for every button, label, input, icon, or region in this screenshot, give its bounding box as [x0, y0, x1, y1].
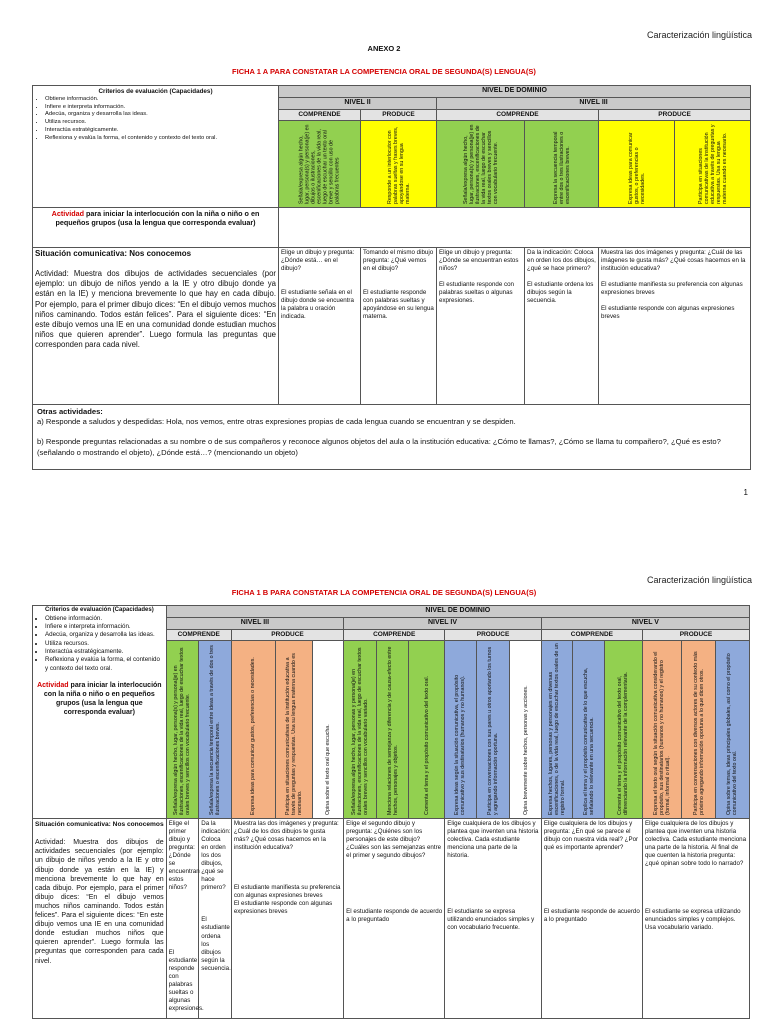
activity-instruction: [33, 207, 279, 247]
cell-answer: El estudiante se expresa utilizando enunciados simples y con vocabulario frecuente.: [447, 908, 535, 932]
indicator-cell: [675, 120, 751, 207]
situation-text: Actividad: Muestra dos dibujos de actividades secuenciales (por ejemplo: un dibujo de niños yendo a la IE y otro dibujo donde ya están en la IE) y menciona brevemente lo que hay en cada dibujo. Por ejemplo, para el primer dibujo dices: “En el dibujo vemos muchos niños caminando. Todos están felices”. Para el siguiente dices: “En este dibujo vemos una IE en una comunidad donde estudian muchos niños que quieren aprender”. Luego formula las preguntas que corresponden para cada nivel.: [35, 269, 276, 350]
activity-instruction: [36, 681, 163, 717]
indicator-cell: [599, 120, 675, 207]
activity-label: Actividad: [51, 208, 84, 218]
indicator-text: Señala/expresa algún hecho, lugar, personas y persona(je) en ilustraciones, escenificaciones de la vida real, luego de escuchar textos orales breves y sencillos con vocabulario variado.: [350, 647, 369, 816]
nivel-dominio-header: NIVEL DE DOMINIO: [279, 86, 751, 98]
indicator-cell: [445, 640, 476, 818]
criteria-title: Criterios de evaluación (Capacidades): [98, 88, 213, 95]
indicator-cell: [715, 640, 749, 818]
indicator-text: Opina brevemente sobre hechos, personas y acciones.: [522, 685, 529, 816]
cell-answer: El estudiante ordena los dibujos según la secuencia.: [201, 916, 231, 972]
cell-question: Elige un dibujo y pregunta: ¿Dónde está… en el dibujo?: [281, 248, 355, 272]
spacer-cell: [279, 207, 751, 247]
criteria-item: • Obtiene información.: [45, 96, 275, 104]
criteria-title: Criterios de evaluación (Capacidades): [44, 607, 154, 613]
criteria-list: [36, 615, 163, 674]
nivel-iv-header: NIVEL IV: [344, 617, 542, 629]
criteria-item: • Adecúa, organiza y desarrolla las ideas.: [45, 631, 163, 639]
indicator-cell: [312, 640, 343, 818]
ficha-1a-title: FICHA 1 A PARA CONSTATAR LA COMPETENCIA ORAL DE SEGUNDA(S) LENGUA(S): [232, 67, 536, 76]
level-cell: [445, 818, 542, 1018]
page-number: 1: [743, 488, 748, 497]
criteria-item: • Interactúa estratégicamente.: [45, 648, 163, 656]
indicator-text: Participa en conversaciones con sus pares u otros aportando los turnos y agregando información oportuna.: [486, 647, 500, 816]
criteria-item: • Obtiene información.: [45, 615, 163, 623]
cell-answer: El estudiante responde de acuerdo a lo preguntado: [346, 908, 443, 924]
criteria-item: • Utiliza recursos.: [45, 640, 163, 648]
header-right: Caracterización lingüística: [646, 575, 752, 585]
level-cell: [199, 818, 232, 1018]
indicator-text: Participa en situaciones comunicativas de la institución educativa a través de preguntas y respuestas. Usa su lengua materna cuando es necesario.: [284, 653, 303, 816]
activity-label: Actividad: [37, 682, 69, 690]
cell-answer: El estudiante responde con palabras sueltas o algunas expresiones.: [439, 280, 514, 304]
indicator-cell: [409, 640, 445, 818]
level-cell: [437, 247, 525, 404]
situation-cell: [33, 247, 279, 404]
indicator-cell: [231, 640, 275, 818]
comprende-header: COMPRENDE: [437, 109, 599, 120]
header-right: Caracterización lingüística: [646, 30, 752, 40]
cell-question: Elige el segundo dibujo y pregunta: ¿Quiénes son los personajes de este dibujo? ¿Cuáles son las semejanzas entre el primer y segundo dibujos?: [346, 819, 442, 859]
level-cell: [279, 247, 361, 404]
nivel-iii-header: NIVEL III: [166, 617, 343, 629]
criteria-item: • Utiliza recursos.: [45, 119, 275, 127]
cell-answer: El estudiante manifiesta su preferencia con algunas expresiones breves: [233, 884, 341, 900]
produce-header: PRODUCE: [642, 629, 749, 640]
cell-answer: El estudiante manifiesta su preferencia con algunas expresiones breves: [601, 280, 743, 296]
level-cell: [231, 818, 343, 1018]
comprende-header: COMPRENDE: [541, 629, 642, 640]
nivel-iii-header: NIVEL III: [437, 97, 751, 109]
criteria-item: • Reflexiona y evalúa la forma, el contenido y contexto del texto oral.: [45, 135, 275, 143]
level-cell: [166, 818, 204, 1018]
indicator-text: Señala/expresa algún hecho, lugar, persona(s) y persona(je) en ilustraciones, escenificaciones de la vida real, luego de escuchar textos orales breves y sencillos con vocabulario frecuente.: [462, 124, 499, 204]
indicator-cell: [642, 640, 681, 818]
indicator-text: Expresa hechos, lugares, personas y personajes en diversas escenificaciones, o de la vida real, luego de escuchar textos orales de un registro formal.: [547, 643, 567, 816]
indicator-text: Participa en conversaciones con diversos actores de su contexto más próximo agregando información oportuna a lo que dicen otros.: [692, 651, 705, 816]
cell-answer: El estudiante se expresa utilizando enunciados simples y complejos. Usa vocabulario variado.: [644, 908, 741, 932]
indicator-text: Señala/expresa la secuencia temporal entre ideas a través de dos o tres ilustraciones o escenificaciones breves.: [208, 645, 222, 816]
indicator-cell: [361, 120, 437, 207]
other-title: Otras actividades:: [37, 406, 103, 416]
indicator-text: Comenta el tema y el propósito comunicativo del texto oral, diferenciando la información relevante de la complementaria.: [617, 672, 630, 816]
indicator-text: Participa en situaciones comunicativas de la institución educativa a través de preguntas y respuestas. Usa su lengua materna cuando es necesario.: [697, 124, 728, 204]
indicator-text: Responde a un interlocutor con palabras sueltas y frases breves, apoyándose en su lengua materna.: [386, 126, 411, 204]
cell-question: Muestra las dos imágenes y pregunta: ¿Cuál de los dos dibujos te gusta más? ¿Qué cosas hacemos en la institución educativa?: [233, 819, 339, 851]
activity-text: para iniciar la interlocución con la niña o niño o en pequeños grupos (usa la lengua que corresponda evaluar): [43, 682, 162, 717]
indicator-cell: [510, 640, 541, 818]
produce-header: PRODUCE: [599, 109, 751, 120]
cell-question: Elige un dibujo y pregunta: ¿Dónde se encuentran estos niños?: [439, 248, 519, 272]
criteria-item: • Reflexiona y evalúa la forma, el contenido y contexto del texto oral.: [45, 656, 163, 673]
cell-answer: El estudiante responde de acuerdo a lo preguntado: [543, 908, 640, 924]
situation-text: Actividad: Muestra dos dibujos de actividades secuenciales (por ejemplo: un dibujo de niños yendo a la IE y otro dibujo donde ya están en la IE) y menciona brevemente lo que hay en cada dibujo. Por ejemplo, para el primer dibujo dices: “En el dibujo vemos muchos niños caminando. Todos están felices”. Para el siguiente dices: “En este dibujo vemos una IE en una comunidad donde estudian muchos niños que quieren aprender”. Luego formula las preguntas que corresponden para cada nivel.: [35, 839, 164, 965]
indicator-text: Opina sobre temas, ideas principales globales, así como el propósito comunicativo del texto oral.: [726, 653, 739, 816]
indicator-text: Expresa ideas según la situación comunicativa, el propósito comunicativo y sus destinatarios (humanos y no humanos).: [454, 674, 467, 816]
cell-answer: El estudiante señala en el dibujo donde se encuentra la palabra u oración indicada.: [281, 288, 354, 321]
cell-question: Da la indicación: Coloca en orden los dos dibujos, ¿qué se hace primero?: [201, 819, 231, 892]
indicator-text: Menciona relaciones de semejanza y diferencia y de causa-efecto entre hechos, personajes y objetos.: [386, 646, 399, 816]
cell-answer: El estudiante responde con palabras sueltas y apoyándose en su lengua materna.: [363, 288, 434, 321]
indicator-cell: [279, 120, 361, 207]
level-cell: [344, 818, 445, 1018]
situation-title: Situación comunicativa: Nos conocemos: [35, 820, 164, 828]
other-b: b) Responde preguntas relacionadas a su nombre o de sus compañeros y reconoce algunos objetos del aula o la institución educativa: ¿Cómo te llamas?, ¿Cómo se llama tu compañero?, ¿Qué es esto? (señalando o mostrando el objeto), ¿Dónde está…? (mencionando un objeto): [37, 437, 721, 457]
level-cell: [525, 247, 599, 404]
criteria-cell: [33, 606, 167, 819]
criteria-list: [36, 96, 275, 143]
ficha-1a-table: [32, 85, 751, 470]
comprende-header: COMPRENDE: [166, 629, 231, 640]
other-activities: [33, 404, 751, 469]
cell-question: Elige cualquiera de los dibujos y plantea que inventen una historia colectiva. Cada estudiante menciona una parte de la historia.: [447, 819, 539, 859]
cell-question: Elige cualquiera de los dibujos y pregunta: ¿En qué se parece el dibujo con nuestra vida real? ¿Por qué es importante aprender?: [543, 819, 639, 851]
level-cell: [541, 818, 642, 1018]
criteria-cell: [33, 86, 279, 208]
cell-answer: El estudiante ordena los dibujos según la secuencia.: [527, 280, 594, 304]
indicator-cell: [476, 640, 510, 818]
produce-header: PRODUCE: [231, 629, 343, 640]
indicator-text: Expresa ideas para comunicar gustos, o preferencias o necesidades.: [627, 132, 646, 204]
indicator-cell: [376, 640, 409, 818]
situation-cell: [33, 818, 167, 1018]
indicator-cell: [166, 640, 199, 818]
indicator-text: Expresa la secuencia temporal entre dos o tres ilustraciones o escenificaciones breves.: [552, 131, 571, 204]
nivel-ii-header: NIVEL II: [279, 97, 437, 109]
criteria-item: • Infiere e interpreta información.: [45, 104, 275, 112]
cell-question: Elige el primer dibujo y pregunta: ¿Dónde se encuentran estos niños?: [168, 819, 200, 892]
indicator-cell: [199, 640, 232, 818]
annex-label: ANEXO 2: [367, 44, 401, 53]
produce-header: PRODUCE: [361, 109, 437, 120]
criteria-item: • Interactúa estratégicamente.: [45, 127, 275, 135]
criteria-item: • Adecúa, organiza y desarrolla las ideas.: [45, 111, 275, 119]
comprende-header: COMPRENDE: [279, 109, 361, 120]
indicator-text: Comenta el tema y el propósito comunicativo del texto oral.: [423, 676, 430, 816]
cell-answer-2: El estudiante responde con algunas expresiones breves: [233, 900, 333, 916]
nivel-v-header: NIVEL V: [541, 617, 749, 629]
indicator-cell: [604, 640, 642, 818]
indicator-cell: [437, 120, 525, 207]
level-cell: [642, 818, 749, 1018]
indicator-text: Expresa el texto oral según la situación comunicativa considerando el propósito, sus destinatarios (humanos y no humanos) y el registro (formal, informal o ritual).: [652, 651, 672, 816]
cell-question: Da la indicación: Coloca en orden los dos dibujos, ¿qué se hace primero?: [527, 248, 596, 272]
indicator-text: Opina sobre el texto oral que escucha.: [324, 724, 331, 816]
criteria-item: • Infiere e interpreta información.: [45, 623, 163, 631]
cell-answer-2: El estudiante responde con algunas expresiones breves: [601, 305, 735, 321]
activity-text: para iniciar la interlocución con la niña o niño o en pequeños grupos (usa la lengua que corresponda evaluar): [55, 208, 260, 227]
indicator-cell: [573, 640, 604, 818]
level-cell: [361, 247, 437, 404]
nivel-dominio-header: NIVEL DE DOMINIO: [166, 606, 749, 618]
level-cell: [599, 247, 751, 404]
produce-header: PRODUCE: [445, 629, 542, 640]
cell-question: Tomando el mismo dibujo pregunta: ¿Qué vemos en el dibujo?: [363, 248, 434, 272]
cell-question: Muestra las dos imágenes y pregunta: ¿Cuál de las imágenes te gusta más? ¿Qué cosas hacemos en la institución educativa?: [601, 248, 746, 272]
cell-answer: El estudiante responde con palabras sueltas o algunas expresiones.: [168, 948, 204, 1013]
indicator-cell: [541, 640, 572, 818]
situation-title: Situación comunicativa: Nos conocemos: [35, 248, 192, 258]
indicator-text: Explica el tema y el propósito comunicativo de lo que escucha, señalando lo relevante en una secuencia.: [582, 667, 595, 816]
ficha-1b-table: [32, 605, 750, 1019]
indicator-cell: [525, 120, 599, 207]
comprende-header: COMPRENDE: [344, 629, 445, 640]
indicator-cell: [275, 640, 312, 818]
indicator-cell: [344, 640, 377, 818]
cell-question: Elige cualquiera de los dibujos y plantea que inventen una historia colectiva. Cada estudiante menciona una parte de la historia. Al final de que cuenten la historia pregunta: ¿qué opinan sobre todo lo narrado?: [644, 819, 747, 867]
indicator-cell: [682, 640, 716, 818]
indicator-text: Señala/expresa algún hecho, lugar, persona(s) y persona(je) en ilustraciones, escenificaciones de la vida real, luego de escuchar textos orales breves y sencillos con vocabulario frecuente.: [173, 647, 192, 816]
other-a: a) Responde a saludos y despedidas: Hola, nos vemos, entre otras expresiones propias de cada lengua cuando se encuentran y se despiden.: [37, 416, 516, 426]
indicator-text: Señala/expresa algún hecho, lugar, persona(s) y persona(je) en dibujos o ilustraciones, escenificaciones de la vida real, luego de escuchar un texto oral breve y sencillo con uso de palabras frecuentes: [298, 124, 341, 204]
ficha-1b-title: FICHA 1 B PARA CONSTATAR LA COMPETENCIA ORAL DE SEGUNDA(S) LENGUA(S): [231, 588, 537, 597]
indicator-text: Expresa ideas para comunicar gustos, preferencias o necesidades.: [250, 657, 257, 816]
